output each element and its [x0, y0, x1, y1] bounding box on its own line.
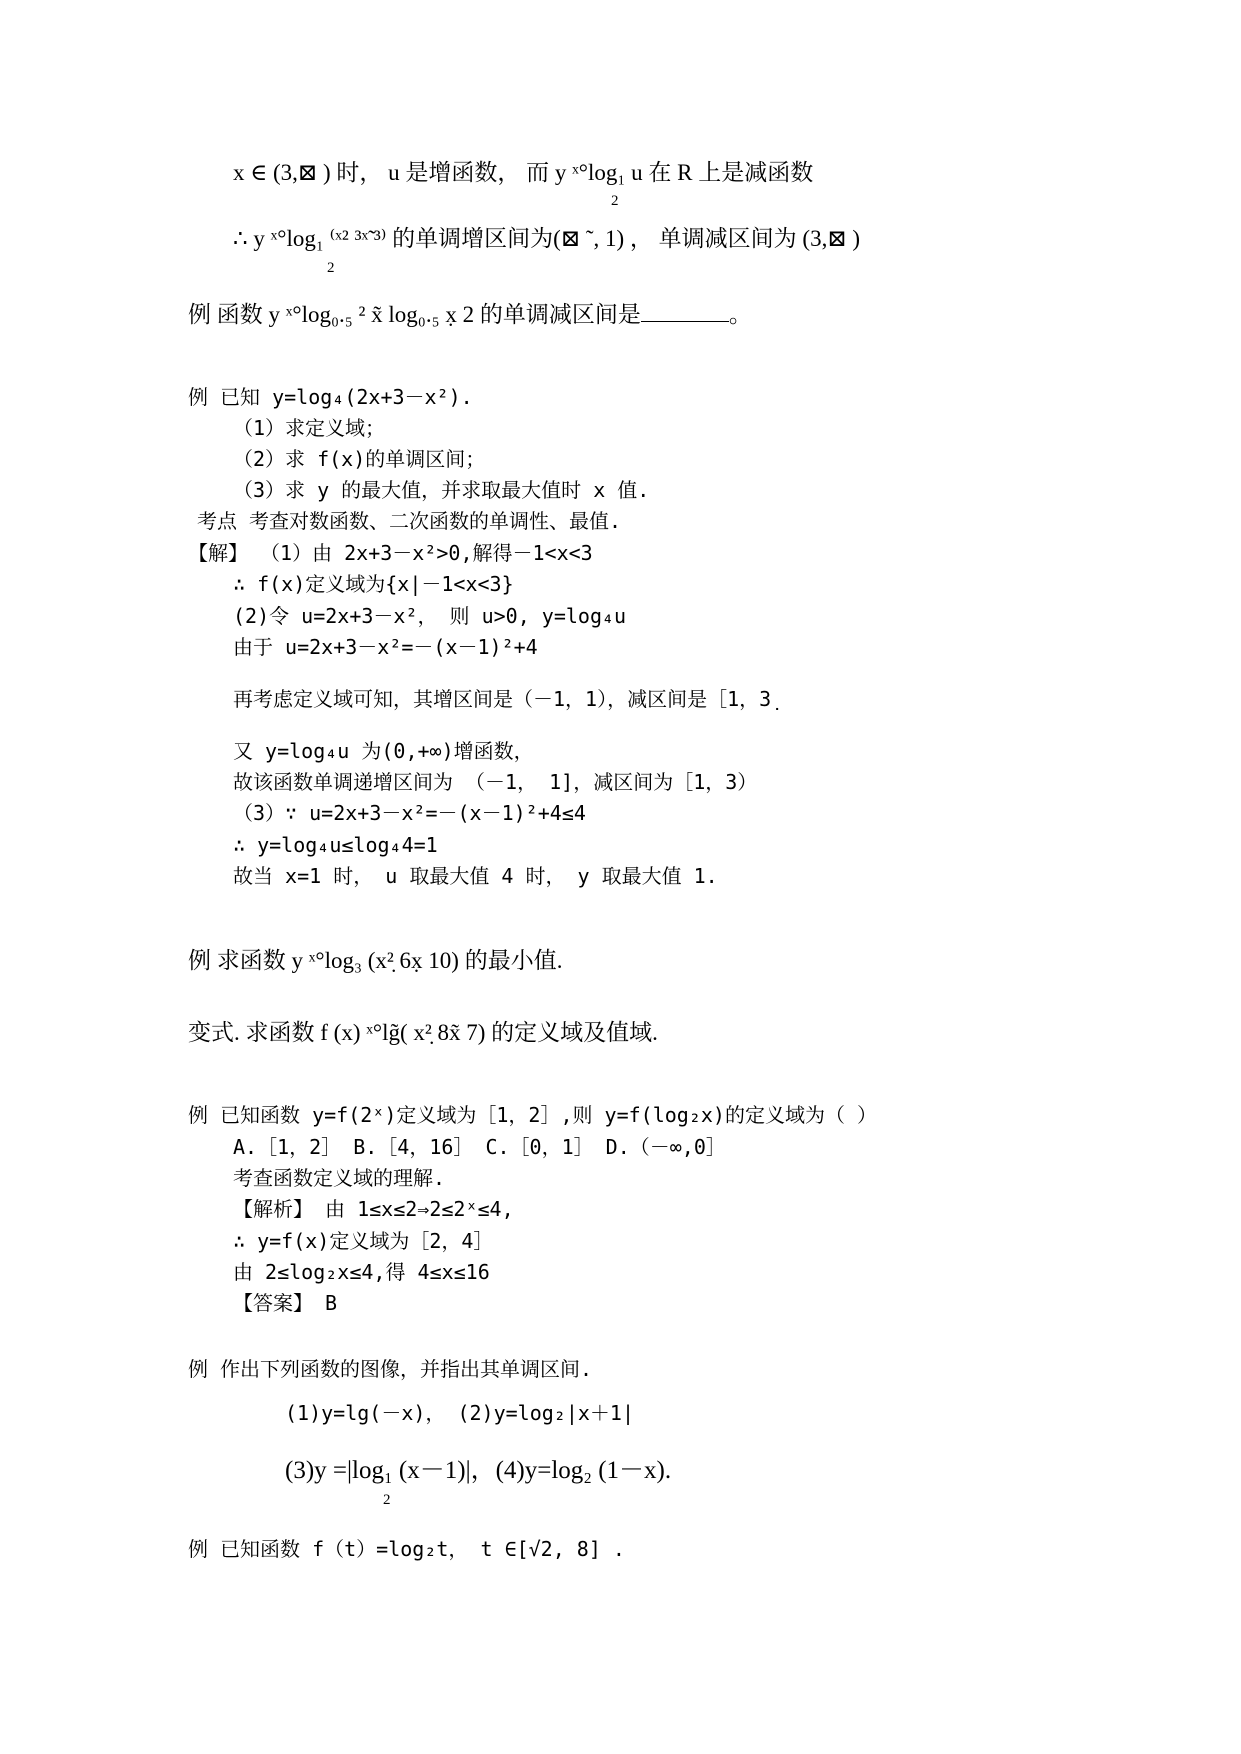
line-text: 由于 u=2x+3－x²=－(x－1)²+4	[233, 635, 538, 659]
line-text: 例 求函数 y ˣ°log₃ (x²̣ 6x̣ 10) 的最小值.	[188, 948, 563, 973]
line-text: （3）∵ u=2x+3－x²=－(x－1)²+4≤4	[233, 801, 586, 825]
line-text: 【解析】 由 1≤x≤2⇒2≤2ˣ≤4,	[233, 1197, 514, 1221]
text-line	[233, 415, 385, 441]
text-line	[327, 259, 335, 279]
line-text: 【答案】 B	[233, 1291, 338, 1315]
text-line	[188, 1102, 877, 1128]
text-line	[233, 800, 586, 826]
text-line	[233, 603, 626, 629]
line-text: A.［1，2］ B.［4，16］ C.［0，1］ D.（－∞,0］	[233, 1135, 726, 1159]
text-line	[233, 1196, 514, 1222]
line-text: ∴ y=f(x)定义域为［2，4］	[233, 1229, 494, 1253]
line-text: 由 2≤log₂x≤4,得 4≤x≤16	[233, 1260, 490, 1284]
line-text: 例 已知函数 y=f(2ˣ)定义域为［1，2］,则 y=f(log₂x)的定义域为（ ）	[188, 1103, 877, 1127]
line-text: 再考虑定义域可知，其增区间是（－1，1），减区间是［1，3̣	[233, 687, 772, 711]
text-line	[233, 1228, 493, 1254]
text-line	[233, 158, 813, 188]
text-line	[197, 508, 621, 534]
text-line	[188, 1536, 625, 1562]
line-text: 例 已知 y=log₄(2x+3－x²).	[188, 385, 473, 409]
text-line	[233, 224, 860, 254]
text-line	[188, 1356, 592, 1382]
line-text: （2）求 f(x)的单调区间；	[233, 447, 486, 471]
text-line	[383, 1491, 391, 1511]
text-line	[233, 686, 771, 712]
line-text: 2	[327, 260, 335, 276]
line-text: 2	[611, 193, 619, 209]
line-text: （3）求 y 的最大值，并求取最大值时 x 值.	[233, 478, 650, 502]
line-text: 故当 x=1 时， u 取最大值 4 时， y 取最大值 1.	[233, 864, 718, 888]
text-line	[233, 634, 538, 660]
line-text: (2)令 u=2x+3－x²， 则 u>0, y=log₄u	[233, 604, 627, 628]
line-text: 2	[383, 1492, 391, 1508]
line-text: 故该函数单调递增区间为 （－1， 1]，减区间为［1，3）	[233, 770, 758, 794]
text-line	[233, 477, 649, 503]
text-line	[233, 1134, 726, 1160]
text-line	[233, 1165, 445, 1191]
text-line	[285, 1400, 634, 1426]
line-text: 考点 考查对数函数、二次函数的单调性、最值.	[197, 509, 622, 533]
line-text: 【解】 （1）由 2x+3－x²>0,解得－1<x<3	[188, 541, 593, 565]
line-text: ∴ f(x)定义域为{x|－1<x<3}	[233, 572, 514, 596]
text-line	[233, 769, 757, 795]
line-text: （1）求定义域；	[233, 416, 386, 440]
line-text: 例 作出下列函数的图像，并指出其单调区间.	[188, 1357, 593, 1381]
line-text: 例 已知函数 f（t）=log₂t， t ∈[√2, 8] .	[188, 1537, 625, 1561]
line-text: 变式. 求函数 f (x) ˣ°lg̃( x²̣ 8x̃ 7) 的定义域及值域.	[188, 1020, 658, 1045]
text-line	[285, 1455, 671, 1488]
text-line	[188, 1018, 658, 1048]
answer-blank[interactable]	[641, 303, 729, 322]
line-text: (1)y=lg(－x)， (2)y=log₂|x＋1|	[285, 1401, 634, 1425]
line-text: ∴ y=log₄u≤log₄4=1	[233, 833, 438, 857]
text-line	[233, 446, 485, 472]
line-text: 例 函数 y ˣ°log₀.₅ ² x̃ log₀.₅ x̣ 2 的单调减区间是	[188, 302, 641, 327]
text-line	[233, 863, 718, 889]
text-line	[188, 946, 562, 976]
text-line	[233, 738, 534, 764]
text-line	[233, 832, 438, 858]
text-line	[188, 384, 473, 410]
line-text: x ∈ (3,⊠ ) 时， u 是增函数， 而 y ˣ°log₁ u 在 R 上是减函数	[233, 160, 814, 185]
text-line	[188, 540, 593, 566]
text-line	[233, 1259, 490, 1285]
text-line	[611, 192, 619, 212]
text-line	[233, 1290, 337, 1316]
line-text: ∴ y ˣ°log₁ ⁽ˣ² ³ˣ̃ ³⁾ 的单调增区间为(⊠ ˜, 1) ， 单调减区间为 (3,⊠ )	[233, 226, 861, 251]
text-line	[233, 571, 514, 597]
line-text: 考查函数定义域的理解.	[233, 1166, 446, 1190]
line-text: (3)y =|log₁ (x－1)|，(4)y=log₂ (1－x).	[285, 1457, 672, 1484]
text-line	[188, 300, 752, 330]
line-tail: 。	[728, 302, 752, 327]
line-text: 又 y=log₄u 为(0,+∞)增函数，	[233, 739, 534, 763]
